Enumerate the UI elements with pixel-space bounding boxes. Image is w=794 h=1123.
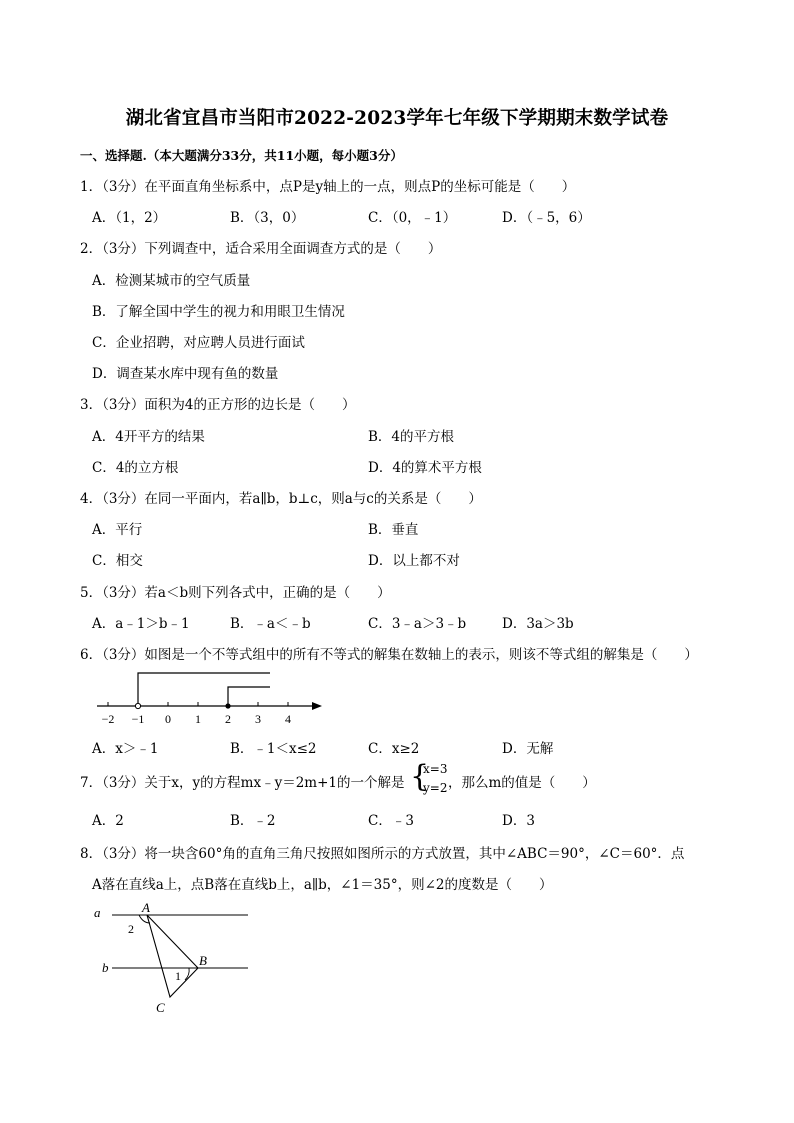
question-5-stem: 5．（3分）若a＜b则下列各式中，正确的是（ ）: [80, 585, 391, 601]
q3-option-c: C．4的立方根: [92, 460, 179, 476]
system-line-1: x=3: [423, 762, 448, 776]
label-C: C: [156, 1000, 165, 1015]
q3-option-a: A．4开平方的结果: [92, 429, 205, 445]
q6-option-d: D．无解: [502, 741, 554, 757]
question-8-stem-line-2: A落在直线a上，点B落在直线b上，a∥b，∠1＝35°，则∠2的度数是（ ）: [92, 877, 553, 893]
tick-label: −2: [101, 712, 115, 726]
question-2-stem: 2．（3分）下列调查中，适合采用全面调查方式的是（ ）: [80, 241, 442, 257]
label-angle-2: 2: [128, 922, 134, 936]
question-7-stem-before: 7．（3分）关于x，y的方程mx﹣y＝2m+1的一个解是: [80, 775, 405, 791]
q5-option-a: A．a﹣1＞b﹣1: [92, 616, 190, 632]
axis-arrowhead: [312, 702, 322, 710]
q4-option-b: B．垂直: [368, 522, 419, 538]
tick-label: 4: [285, 712, 291, 726]
label-B: B: [199, 953, 207, 968]
system-brace: {: [410, 759, 430, 794]
triangle-figure: [90, 900, 260, 1020]
solution-ray-1: [138, 673, 270, 706]
label-a: a: [94, 905, 101, 920]
tick-label: −1: [131, 712, 145, 726]
tick-label: 0: [165, 712, 171, 726]
q6-option-c: C．x≥2: [368, 741, 420, 757]
question-8-stem-line-1: 8．（3分）将一块含60°角的直角三角尺按照如图所示的方式放置，其中∠ABC＝90°，∠C＝60°．点: [80, 846, 685, 862]
q4-option-c: C．相交: [92, 553, 143, 569]
tick-label: 2: [225, 712, 231, 726]
q4-option-d: D．以上都不对: [368, 553, 460, 569]
tick-label: 1: [195, 712, 201, 726]
section-heading: 一、选择题.（本大题满分33分，共11小题，每小题3分）: [80, 148, 403, 163]
question-6-stem: 6．（3分）如图是一个不等式组中的所有不等式的解集在数轴上的表示，则该不等式组的解集是（ ）: [80, 647, 698, 663]
q6-option-a: A．x＞﹣1: [92, 741, 159, 757]
q1-option-c: C．（0，﹣1）: [368, 210, 457, 226]
q6-option-b: B．﹣1＜x≤2: [230, 741, 317, 757]
q1-option-b: B．（3，0）: [230, 210, 305, 226]
q3-option-b: B．4的平方根: [368, 429, 455, 445]
number-line-figure: [90, 665, 320, 735]
question-7-stem-after: ，那么m的值是（ ）: [448, 775, 596, 791]
question-1-stem: 1．（3分）在平面直角坐标系中，点P是y轴上的一点，则点P的坐标可能是（ ）: [80, 179, 576, 195]
triangle-abc: [147, 915, 198, 997]
page-title: 湖北省宜昌市当阳市2022-2023学年七年级下学期期末数学试卷: [125, 108, 669, 129]
closed-point-2: [225, 703, 230, 708]
q7-option-c: C．﹣3: [368, 813, 414, 829]
tick-label: 3: [255, 712, 261, 726]
q1-option-a: A．（1，2）: [92, 210, 167, 226]
q4-option-a: A．平行: [92, 522, 143, 538]
q7-option-a: A．2: [92, 813, 124, 829]
q5-option-d: D．3a＞3b: [502, 616, 574, 632]
q7-option-b: B．﹣2: [230, 813, 276, 829]
question-4-stem: 4．（3分）在同一平面内，若a∥b，b⊥c，则a与c的关系是（ ）: [80, 491, 482, 507]
question-3-stem: 3．（3分）面积为4的正方形的边长是（ ）: [80, 397, 356, 413]
q2-option-d: D．调查某水库中现有鱼的数量: [92, 366, 279, 382]
label-b: b: [102, 960, 109, 975]
q2-option-a: A．检测某城市的空气质量: [92, 273, 251, 289]
q2-option-c: C．企业招聘，对应聘人员进行面试: [92, 335, 305, 351]
q5-option-c: C．3﹣a＞3﹣b: [368, 616, 467, 632]
q5-option-b: B．﹣a＜﹣b: [230, 616, 311, 632]
open-point-minus-1: [135, 703, 140, 708]
label-angle-1: 1: [175, 969, 181, 983]
system-line-2: y=2: [423, 781, 448, 795]
q3-option-d: D．4的算术平方根: [368, 460, 482, 476]
solution-ray-2: [228, 687, 270, 706]
label-A: A: [142, 900, 150, 915]
q1-option-d: D．（﹣5，6）: [502, 210, 591, 226]
q2-option-b: B．了解全国中学生的视力和用眼卫生情况: [92, 304, 345, 320]
q7-option-d: D．3: [502, 813, 535, 829]
